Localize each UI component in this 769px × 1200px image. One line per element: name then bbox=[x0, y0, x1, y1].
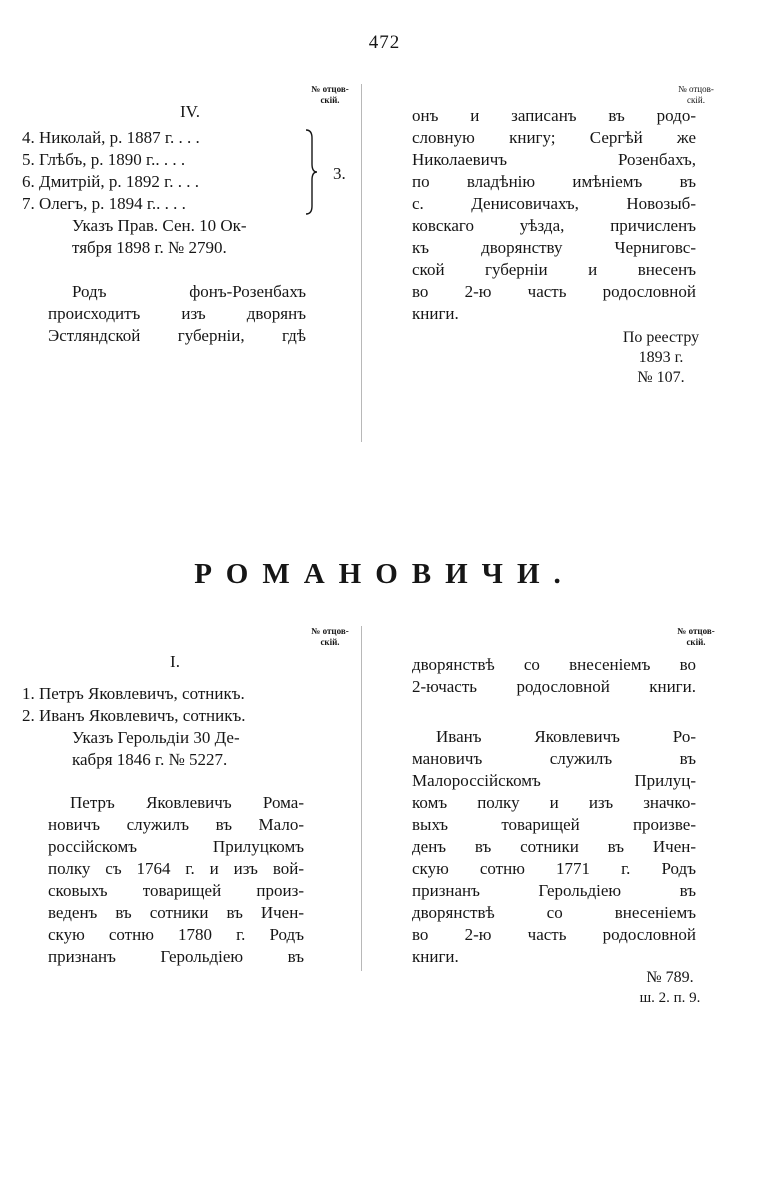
grouping-brace bbox=[302, 128, 318, 216]
text-line: книги. bbox=[412, 304, 459, 323]
text-line: дворянствѣ со внесеніемъ во bbox=[412, 655, 696, 674]
list-item: 4. Николай, р. 1887 г. . . . bbox=[22, 128, 200, 147]
registry-line: № 789. bbox=[646, 969, 694, 986]
text-line: веденъ въ сотники въ Ичен- bbox=[48, 903, 304, 922]
text-line: словную книгу; Сергѣй же bbox=[412, 128, 696, 147]
decree-line: Указъ Герольдіи 30 Де- bbox=[72, 728, 240, 747]
column-divider bbox=[361, 84, 362, 442]
text-line: денъ въ сотники въ Ичен- bbox=[412, 837, 696, 856]
column-marker-right bbox=[666, 84, 726, 106]
text-line: Родъ фонъ-Розенбахъ bbox=[72, 282, 306, 301]
text-line: сковыхъ товарищей произ- bbox=[48, 881, 304, 900]
text-line: Петръ Яковлевичъ Рома- bbox=[70, 793, 304, 812]
list-item: 2. Иванъ Яковлевичъ, сотникъ. bbox=[22, 706, 246, 725]
column-marker-line: № отцов- bbox=[311, 626, 349, 636]
text-line: выхъ товарищей произве- bbox=[412, 815, 696, 834]
lineage-text-continued bbox=[412, 105, 696, 325]
text-line: новичъ служилъ въ Мало- bbox=[48, 815, 304, 834]
text-line: полку съ 1764 г. и изъ вой- bbox=[48, 859, 304, 878]
children-list bbox=[22, 127, 200, 215]
text-line: признанъ Герольдіею въ bbox=[48, 947, 304, 966]
branch-number: 3. bbox=[333, 164, 346, 183]
family-title: РОМАНОВИЧИ. bbox=[194, 558, 575, 590]
text-line: во 2-ю часть родословной bbox=[412, 925, 696, 944]
list-item: 5. Глѣбъ, р. 1890 г.. . . . bbox=[22, 150, 186, 169]
registry-line: ш. 2. п. 9. bbox=[639, 990, 701, 1006]
registry-reference bbox=[596, 328, 726, 388]
text-line: признанъ Герольдіею въ bbox=[412, 881, 696, 900]
lineage-text-continued bbox=[412, 654, 696, 698]
decree bbox=[72, 727, 240, 771]
column-marker-line: скій. bbox=[686, 637, 706, 647]
registry-reference bbox=[610, 968, 730, 1008]
text-line: мановичъ служилъ въ bbox=[412, 749, 696, 768]
generation-numeral: IV. bbox=[180, 102, 200, 121]
decree-line: Указъ Прав. Сен. 10 Ок- bbox=[72, 216, 247, 235]
text-line: Николаевичъ Розенбахъ, bbox=[412, 150, 696, 169]
lineage-text bbox=[48, 792, 304, 968]
text-line: Иванъ Яковлевичъ Ро- bbox=[436, 727, 696, 746]
column-marker-line: скій. bbox=[320, 95, 340, 105]
text-line: дворянствѣ со внесеніемъ bbox=[412, 903, 696, 922]
text-line: ковскаго уѣзда, причисленъ bbox=[412, 216, 696, 235]
list-item: 6. Дмитрій, р. 1892 г. . . . bbox=[22, 172, 199, 191]
text-line: во 2-ю часть родословной bbox=[412, 282, 696, 301]
column-marker-right bbox=[666, 626, 726, 648]
decree-line: тября 1898 г. № 2790. bbox=[72, 238, 227, 257]
list-item: 7. Олегъ, р. 1894 г.. . . . bbox=[22, 194, 186, 213]
column-marker-left bbox=[300, 84, 360, 106]
list-item: 1. Петръ Яковлевичъ, сотникъ. bbox=[22, 684, 245, 703]
text-line: книги. bbox=[412, 947, 459, 966]
lineage-text bbox=[48, 281, 306, 347]
generation-numeral: I. bbox=[170, 652, 180, 671]
text-line: ской губерніи и внесенъ bbox=[412, 260, 696, 279]
text-line: скую сотню 1771 г. Родъ bbox=[412, 859, 696, 878]
text-line: происходитъ изъ дворянъ bbox=[48, 304, 306, 323]
column-marker-line: № отцов- bbox=[677, 626, 715, 636]
decree-line: кабря 1846 г. № 5227. bbox=[72, 750, 228, 769]
text-line: къ дворянству Черниговс- bbox=[412, 238, 696, 257]
text-line: 2-ючасть родословной книги. bbox=[412, 677, 696, 696]
registry-line: № 107. bbox=[637, 369, 685, 386]
column-marker-line: скій. bbox=[687, 95, 705, 105]
text-line: с. Денисовичахъ, Новозыб- bbox=[412, 194, 696, 213]
column-divider bbox=[361, 626, 362, 971]
lineage-text-second bbox=[412, 726, 696, 968]
page-number: 472 bbox=[368, 32, 401, 53]
text-line: россійскомъ Прилуцкомъ bbox=[48, 837, 304, 856]
column-marker-line: скій. bbox=[320, 637, 340, 647]
column-marker-line: № отцов- bbox=[678, 84, 714, 94]
text-line: Малороссійскомъ Прилуц- bbox=[412, 771, 696, 790]
text-line: онъ и записанъ въ родо- bbox=[412, 106, 696, 125]
column-marker-left bbox=[300, 626, 360, 648]
text-line: по владѣнію имѣніемъ въ bbox=[412, 172, 696, 191]
text-line: скую сотню 1780 г. Родъ bbox=[48, 925, 304, 944]
children-list bbox=[22, 683, 246, 727]
text-line: Эстляндской губерніи, гдѣ bbox=[48, 326, 306, 345]
registry-line: По реестру bbox=[622, 329, 700, 346]
decree bbox=[72, 215, 247, 259]
registry-line: 1893 г. bbox=[638, 349, 684, 366]
column-marker-line: № отцов- bbox=[311, 84, 349, 94]
text-line: комъ полку и изъ значко- bbox=[412, 793, 696, 812]
